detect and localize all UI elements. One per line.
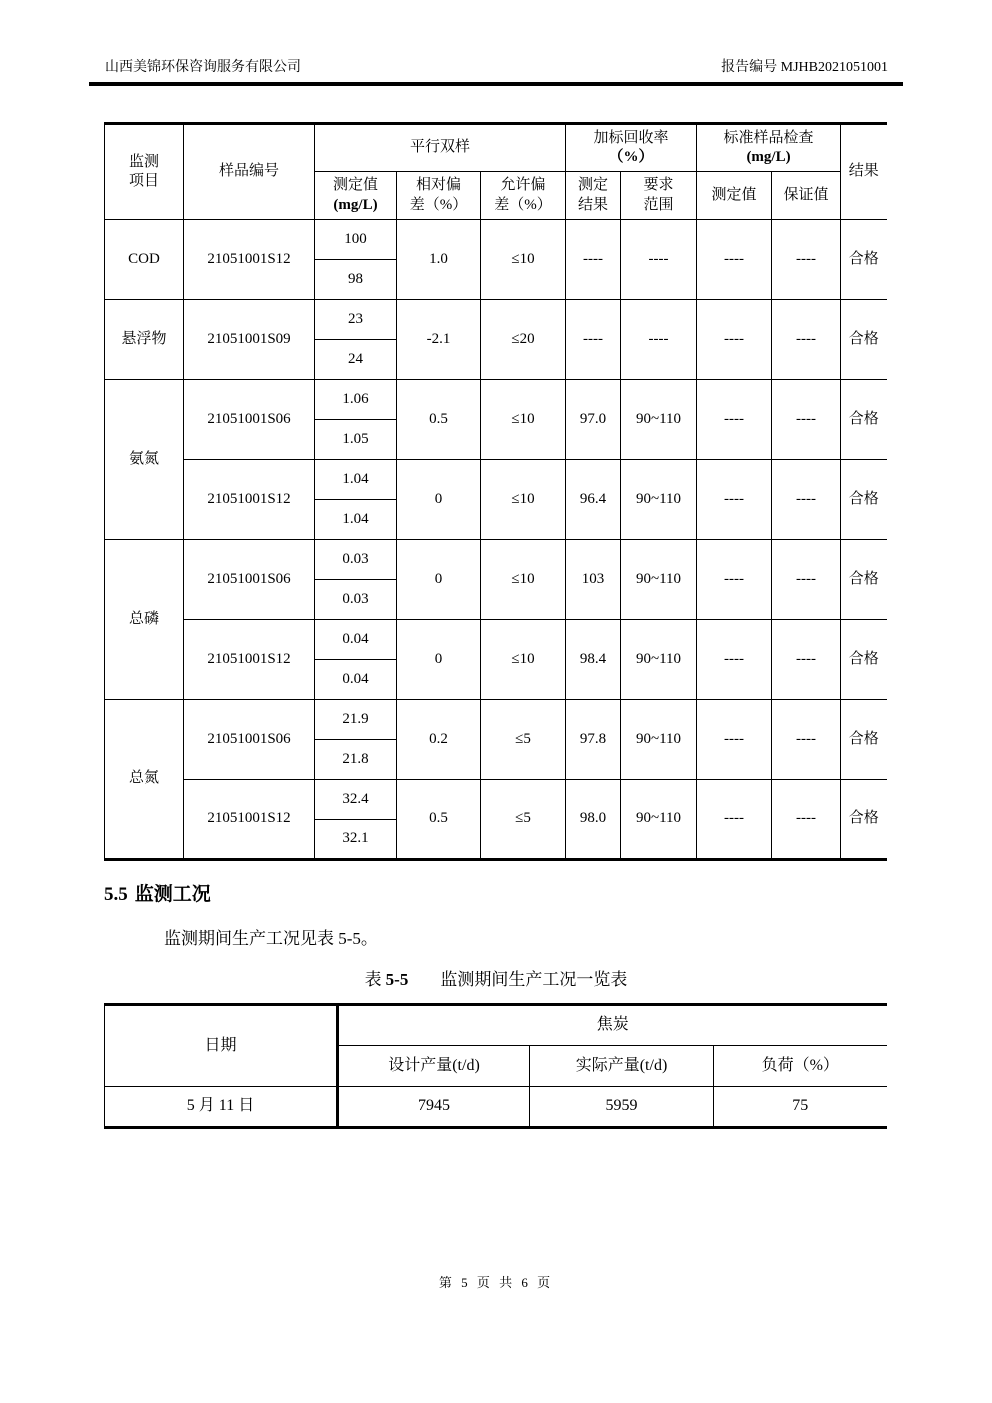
- qc-header-recovery-unit: （%）: [608, 149, 654, 165]
- qc-std-guaranteed: ----: [772, 460, 841, 540]
- qc-required-range: 90~110: [621, 460, 697, 540]
- qc-result: 合格: [841, 300, 887, 380]
- qc-measured-value-2: 21.8: [315, 740, 397, 780]
- qc-recovery-result: 98.4: [566, 620, 621, 700]
- qc-item-name: 氨氮: [105, 380, 184, 540]
- qc-result: 合格: [841, 220, 887, 300]
- company-name: 山西美锦环保咨询服务有限公司: [105, 60, 301, 75]
- qc-required-range: 90~110: [621, 700, 697, 780]
- qc-std-guaranteed: ----: [772, 620, 841, 700]
- qc-measured-value-2: 98: [315, 260, 397, 300]
- prod-header-design-output: 设计产量(t/d): [338, 1046, 530, 1087]
- qc-item-name: COD: [105, 220, 184, 300]
- qc-std-guaranteed: ----: [772, 300, 841, 380]
- qc-item-name: 总氮: [105, 700, 184, 860]
- qc-std-guaranteed: ----: [772, 220, 841, 300]
- qc-sample-id: 21051001S12: [184, 220, 315, 300]
- qc-std-guaranteed: ----: [772, 380, 841, 460]
- qc-sample-id: 21051001S06: [184, 380, 315, 460]
- qc-relative-deviation: 0.5: [397, 380, 481, 460]
- qc-header-measured-result: [566, 172, 621, 220]
- qc-std-measured: ----: [697, 300, 772, 380]
- qc-recovery-result: ----: [566, 300, 621, 380]
- qc-recovery-result: 97.8: [566, 700, 621, 780]
- qc-recovery-result: 103: [566, 540, 621, 620]
- page-content: [0, 122, 992, 1129]
- qc-header-measured-line1: 测定值: [332, 177, 378, 193]
- qc-header-sample-id: 样品编号: [184, 124, 315, 220]
- production-table: [104, 1003, 887, 1129]
- table-caption: [104, 965, 888, 990]
- prod-header-load: 负荷（%）: [714, 1046, 887, 1087]
- qc-measured-value-1: 23: [315, 300, 397, 340]
- qc-allowed-deviation: ≤10: [481, 620, 566, 700]
- qc-relative-deviation: 0.2: [397, 700, 481, 780]
- qc-measured-value-2: 0.03: [315, 580, 397, 620]
- qc-required-range: 90~110: [621, 380, 697, 460]
- qc-header-parallel-group: 平行双样: [315, 124, 566, 172]
- qc-measured-value-1: 21.9: [315, 700, 397, 740]
- qc-measured-value-1: 1.06: [315, 380, 397, 420]
- qc-relative-deviation: 0: [397, 620, 481, 700]
- qc-header-required-range-line1: 要求: [643, 177, 674, 193]
- table-caption-number: 5-5: [385, 970, 409, 989]
- qc-allowed-deviation: ≤10: [481, 380, 566, 460]
- qc-sample-id: 21051001S12: [184, 620, 315, 700]
- qc-std-measured: ----: [697, 220, 772, 300]
- qc-recovery-result: 96.4: [566, 460, 621, 540]
- qc-sample-id: 21051001S06: [184, 700, 315, 780]
- qc-allowed-deviation: ≤5: [481, 780, 566, 860]
- qc-relative-deviation: 1.0: [397, 220, 481, 300]
- qc-header-allowed-deviation: [481, 172, 566, 220]
- qc-header-std-guaranteed: 保证值: [772, 172, 841, 220]
- prod-header-coke-group: 焦炭: [338, 1005, 887, 1046]
- prod-design-output: 7945: [338, 1087, 530, 1128]
- qc-allowed-deviation: ≤10: [481, 220, 566, 300]
- qc-measured-value-2: 1.04: [315, 500, 397, 540]
- qc-header-allowed-deviation-line1: 允许偏: [500, 177, 546, 193]
- qc-recovery-result: ----: [566, 220, 621, 300]
- qc-measured-value-2: 32.1: [315, 820, 397, 860]
- qc-required-range: 90~110: [621, 620, 697, 700]
- qc-allowed-deviation: ≤10: [481, 540, 566, 620]
- qc-relative-deviation: 0: [397, 460, 481, 540]
- section-title: 监测工况: [134, 884, 211, 905]
- qc-result: 合格: [841, 780, 887, 860]
- qc-std-guaranteed: ----: [772, 780, 841, 860]
- qc-header-relative-deviation-line2: 差（%）: [409, 196, 468, 213]
- qc-header-relative-deviation-line1: 相对偏: [415, 177, 461, 193]
- qc-recovery-result: 97.0: [566, 380, 621, 460]
- qc-required-range: 90~110: [621, 540, 697, 620]
- qc-result: 合格: [841, 460, 887, 540]
- qc-relative-deviation: 0.5: [397, 780, 481, 860]
- qc-required-range: ----: [621, 220, 697, 300]
- page-number: 第 5 页 共 6 页: [438, 1275, 554, 1290]
- table-caption-title: 监测期间生产工况一览表: [440, 970, 628, 989]
- qc-header-measured-result-line2: 结果: [577, 196, 608, 213]
- qc-measured-value-1: 0.04: [315, 620, 397, 660]
- qc-sample-id: 21051001S12: [184, 780, 315, 860]
- qc-header-standard-line1: 标准样品检查: [723, 129, 814, 146]
- qc-header-relative-deviation: [397, 172, 481, 220]
- qc-sample-id: 21051001S09: [184, 300, 315, 380]
- qc-header-recovery-group: [566, 124, 697, 172]
- qc-header-std-measured: 测定值: [697, 172, 772, 220]
- qc-std-measured: ----: [697, 540, 772, 620]
- qc-header-standard-unit: (mg/L): [746, 149, 791, 165]
- qc-std-guaranteed: ----: [772, 700, 841, 780]
- qc-header-allowed-deviation-line2: 差（%）: [494, 196, 552, 213]
- section-number: 5.5: [104, 884, 128, 905]
- qc-measured-value-2: 24: [315, 340, 397, 380]
- qc-header-standard-group: [697, 124, 841, 172]
- qc-measured-value-1: 32.4: [315, 780, 397, 820]
- qc-allowed-deviation: ≤5: [481, 700, 566, 780]
- qc-measured-value-1: 100: [315, 220, 397, 260]
- qc-item-name: 悬浮物: [105, 300, 184, 380]
- qc-header-required-range: [621, 172, 697, 220]
- prod-header-date: 日期: [105, 1005, 338, 1087]
- qc-table: [104, 122, 887, 861]
- qc-std-measured: ----: [697, 700, 772, 780]
- qc-header-result: 结果: [841, 124, 887, 220]
- qc-result: 合格: [841, 620, 887, 700]
- qc-sample-id: 21051001S12: [184, 460, 315, 540]
- section-heading: [104, 879, 888, 906]
- section-paragraph: 监测期间生产工况见表 5-5。: [164, 929, 378, 948]
- qc-header-measured-result-line1: 测定: [577, 177, 608, 193]
- qc-relative-deviation: 0: [397, 540, 481, 620]
- qc-std-measured: ----: [697, 380, 772, 460]
- qc-result: 合格: [841, 700, 887, 780]
- prod-actual-output: 5959: [530, 1087, 714, 1128]
- prod-header-actual-output: 实际产量(t/d): [530, 1046, 714, 1087]
- qc-header-required-range-line2: 范围: [643, 196, 674, 213]
- page-header: [89, 0, 903, 86]
- qc-required-range: 90~110: [621, 780, 697, 860]
- qc-std-measured: ----: [697, 620, 772, 700]
- qc-header-recovery-line1: 加标回收率: [593, 129, 669, 146]
- qc-allowed-deviation: ≤20: [481, 300, 566, 380]
- qc-recovery-result: 98.0: [566, 780, 621, 860]
- qc-std-guaranteed: ----: [772, 540, 841, 620]
- page-footer: [0, 1272, 992, 1291]
- table-caption-prefix: 表: [364, 970, 382, 989]
- qc-allowed-deviation: ≤10: [481, 460, 566, 540]
- report-number: 报告编号 MJHB2021051001: [721, 60, 888, 75]
- qc-required-range: ----: [621, 300, 697, 380]
- qc-relative-deviation: -2.1: [397, 300, 481, 380]
- qc-measured-value-1: 0.03: [315, 540, 397, 580]
- qc-header-measured: [315, 172, 397, 220]
- qc-header-item: [105, 124, 184, 220]
- qc-header-item-line1: 监测: [128, 153, 159, 170]
- prod-load: 75: [714, 1087, 887, 1128]
- qc-measured-value-2: 0.04: [315, 660, 397, 700]
- qc-std-measured: ----: [697, 780, 772, 860]
- qc-result: 合格: [841, 540, 887, 620]
- qc-measured-value-1: 1.04: [315, 460, 397, 500]
- prod-date: 5 月 11 日: [105, 1087, 338, 1128]
- qc-header-item-line2: 项目: [128, 173, 159, 189]
- qc-sample-id: 21051001S06: [184, 540, 315, 620]
- qc-result: 合格: [841, 380, 887, 460]
- qc-measured-value-2: 1.05: [315, 420, 397, 460]
- qc-item-name: 总磷: [105, 540, 184, 700]
- qc-header-measured-unit: (mg/L): [333, 196, 378, 213]
- qc-std-measured: ----: [697, 460, 772, 540]
